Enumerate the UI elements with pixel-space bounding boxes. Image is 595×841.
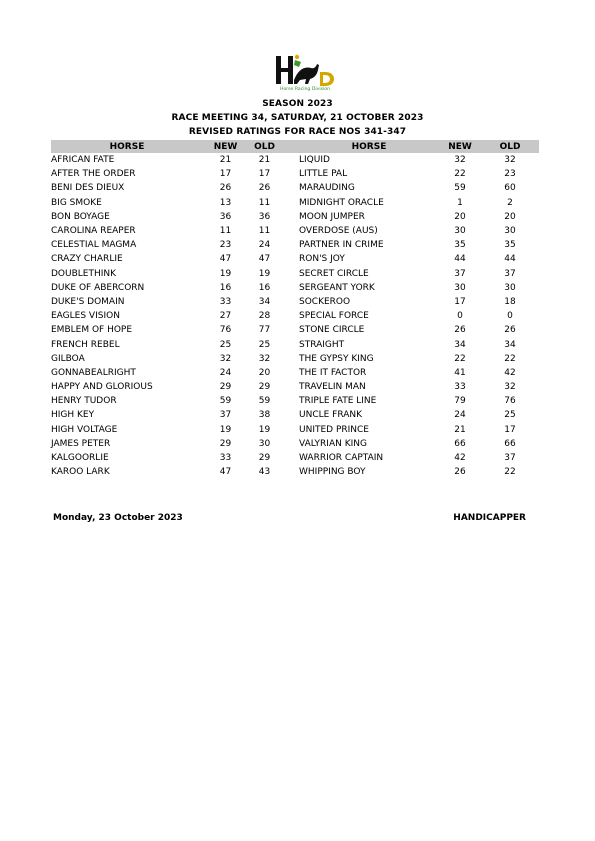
- horse-name: WARRIOR CAPTAIN: [299, 453, 384, 464]
- table-row: [51, 408, 539, 422]
- old-rating: 19: [258, 268, 271, 279]
- new-rating: 30: [454, 226, 466, 237]
- old-rating: 34: [504, 339, 516, 350]
- horse-name: MIDNIGHT ORACLE: [299, 197, 384, 208]
- old-rating: 24: [258, 240, 271, 251]
- horse-name: DOUBLETHINK: [51, 268, 117, 279]
- row-spacer: [281, 210, 299, 224]
- new-rating: 27: [219, 311, 232, 322]
- row-spacer: [281, 408, 299, 422]
- new-rating: 66: [454, 438, 466, 449]
- horse-name: MARAUDING: [299, 183, 355, 194]
- column-header-new: NEW: [203, 140, 248, 153]
- old-rating: 22: [504, 353, 516, 364]
- old-rating: 22: [504, 467, 516, 478]
- new-rating: 20: [454, 211, 466, 222]
- new-rating: 47: [219, 254, 232, 265]
- old-rating: 38: [258, 410, 271, 421]
- table-row: [51, 252, 539, 266]
- new-rating: 23: [219, 240, 232, 251]
- horse-name: STRAIGHT: [299, 339, 345, 350]
- table-row: [51, 281, 539, 295]
- old-rating: 28: [258, 311, 271, 322]
- table-row: [51, 437, 539, 451]
- horse-name: EMBLEM OF HOPE: [51, 325, 133, 336]
- new-rating: 1: [457, 197, 463, 208]
- table-header-row: [51, 140, 539, 153]
- row-spacer: [281, 238, 299, 252]
- horse-name: LITTLE PAL: [299, 169, 348, 180]
- row-spacer: [281, 437, 299, 451]
- column-header-old: OLD: [248, 140, 281, 153]
- new-rating: 42: [454, 453, 466, 464]
- new-rating: 35: [454, 240, 466, 251]
- new-rating: 33: [454, 382, 466, 393]
- horse-name: HAPPY AND GLORIOUS: [51, 382, 153, 393]
- old-rating: 26: [258, 183, 271, 194]
- horse-name: HIGH VOLTAGE: [51, 424, 118, 435]
- old-rating: 42: [504, 367, 516, 378]
- horse-name: UNITED PRINCE: [299, 424, 369, 435]
- old-rating: 17: [258, 169, 271, 180]
- row-spacer: [281, 352, 299, 366]
- horse-name: TRAVELIN MAN: [299, 382, 366, 393]
- row-spacer: [281, 196, 299, 210]
- row-spacer: [281, 465, 299, 479]
- horse-name: CAROLINA REAPER: [51, 226, 136, 237]
- old-rating: 32: [258, 353, 271, 364]
- old-rating: 16: [258, 282, 271, 293]
- footer-date: Monday, 23 October 2023: [53, 513, 183, 523]
- new-rating: 26: [219, 183, 232, 194]
- new-rating: 24: [454, 410, 466, 421]
- horse-name: CELESTIAL MAGMA: [51, 240, 137, 251]
- new-rating: 19: [219, 268, 232, 279]
- old-rating: 59: [258, 396, 271, 407]
- row-spacer: [281, 267, 299, 281]
- new-rating: 26: [454, 467, 466, 478]
- new-rating: 33: [219, 296, 232, 307]
- old-rating: 30: [504, 282, 516, 293]
- new-rating: 34: [454, 339, 466, 350]
- horse-name: MOON JUMPER: [299, 211, 365, 222]
- horse-name: SPECIAL FORCE: [299, 311, 369, 322]
- new-rating: 13: [219, 197, 232, 208]
- old-rating: 20: [258, 367, 271, 378]
- old-rating: 37: [504, 453, 516, 464]
- old-rating: 23: [504, 169, 516, 180]
- horse-name: DUKE OF ABERCORN: [51, 282, 145, 293]
- horse-name: GONNABEALRIGHT: [51, 367, 136, 378]
- new-rating: 32: [454, 155, 466, 166]
- old-rating: 60: [504, 183, 516, 194]
- old-rating: 47: [258, 254, 271, 265]
- row-spacer: [281, 451, 299, 465]
- horse-name: TRIPLE FATE LINE: [299, 396, 377, 407]
- horse-name: EAGLES VISION: [51, 311, 120, 322]
- horse-name: KALGOORLIE: [51, 453, 109, 464]
- table-row: [51, 167, 539, 181]
- old-rating: 35: [504, 240, 516, 251]
- new-rating: 47: [219, 467, 232, 478]
- new-rating: 79: [454, 396, 466, 407]
- new-rating: 21: [219, 155, 232, 166]
- row-spacer: [281, 380, 299, 394]
- table-row: [51, 267, 539, 281]
- table-row: [51, 465, 539, 479]
- new-rating: 29: [219, 438, 232, 449]
- new-rating: 11: [219, 226, 232, 237]
- table-row: [51, 451, 539, 465]
- footer-role: HANDICAPPER: [453, 513, 526, 523]
- old-rating: 0: [507, 311, 513, 322]
- old-rating: 76: [504, 396, 516, 407]
- column-header-horse-right: HORSE: [299, 140, 439, 153]
- column-header-old-right: OLD: [481, 140, 539, 153]
- old-rating: 66: [504, 438, 516, 449]
- old-rating: 26: [504, 325, 516, 336]
- horse-name: DUKE'S DOMAIN: [51, 296, 125, 307]
- new-rating: 19: [219, 424, 232, 435]
- table-row: [51, 323, 539, 337]
- old-rating: 11: [258, 226, 271, 237]
- new-rating: 25: [219, 339, 232, 350]
- old-rating: 2: [507, 197, 513, 208]
- old-rating: 25: [258, 339, 271, 350]
- old-rating: 36: [258, 211, 271, 222]
- old-rating: 44: [504, 254, 516, 265]
- table-row: [51, 423, 539, 437]
- new-rating: 22: [454, 353, 466, 364]
- horse-name: VALYRIAN KING: [299, 438, 367, 449]
- horse-name: AFRICAN FATE: [51, 155, 115, 166]
- new-rating: 16: [219, 282, 232, 293]
- horse-name: THE IT FACTOR: [299, 367, 367, 378]
- new-rating: 26: [454, 325, 466, 336]
- old-rating: 17: [504, 424, 516, 435]
- old-rating: 21: [258, 155, 271, 166]
- old-rating: 19: [258, 424, 271, 435]
- horse-name: THE GYPSY KING: [299, 353, 374, 364]
- row-spacer: [281, 153, 299, 167]
- new-rating: 44: [454, 254, 466, 265]
- horse-name: HIGH KEY: [51, 410, 95, 421]
- old-rating: 32: [504, 382, 516, 393]
- row-spacer: [281, 394, 299, 408]
- old-rating: 20: [504, 211, 516, 222]
- ratings-body: [51, 153, 539, 479]
- horse-name: BON BOYAGE: [51, 211, 110, 222]
- new-rating: 32: [219, 353, 232, 364]
- row-spacer: [281, 337, 299, 351]
- new-rating: 59: [219, 396, 232, 407]
- ratings-subtitle: REVISED RATINGS FOR RACE NOS 341-347: [188, 127, 407, 137]
- new-rating: 59: [454, 183, 466, 194]
- old-rating: 43: [258, 467, 271, 478]
- table-row: [51, 181, 539, 195]
- new-rating: 33: [219, 453, 232, 464]
- row-spacer: [281, 167, 299, 181]
- row-spacer: [281, 423, 299, 437]
- new-rating: 37: [454, 268, 466, 279]
- row-spacer: [281, 252, 299, 266]
- table-row: [51, 380, 539, 394]
- horse-name: AFTER THE ORDER: [51, 169, 136, 180]
- horse-name: RON'S JOY: [299, 254, 345, 265]
- horse-name: BENI DES DIEUX: [51, 183, 125, 194]
- table-row: [51, 309, 539, 323]
- horse-name: OVERDOSE (AUS): [299, 226, 378, 237]
- horse-name: PARTNER IN CRIME: [299, 240, 384, 251]
- old-rating: 18: [504, 296, 516, 307]
- horse-name: WHIPPING BOY: [299, 467, 366, 478]
- row-spacer: [281, 323, 299, 337]
- logo-caption: Horse Racing Division: [279, 87, 331, 92]
- old-rating: 29: [258, 382, 271, 393]
- new-rating: 17: [219, 169, 232, 180]
- horse-name: UNCLE FRANK: [299, 410, 363, 421]
- new-rating: 22: [454, 169, 466, 180]
- old-rating: 11: [258, 197, 271, 208]
- horse-name: SERGEANT YORK: [299, 282, 375, 293]
- row-spacer: [281, 281, 299, 295]
- old-rating: 25: [504, 410, 516, 421]
- new-rating: 37: [219, 410, 232, 421]
- table-row: [51, 153, 539, 167]
- table-row: [51, 366, 539, 380]
- table-row: [51, 210, 539, 224]
- ratings-table: [51, 140, 539, 479]
- horse-name: HENRY TUDOR: [51, 396, 117, 407]
- row-spacer: [281, 295, 299, 309]
- meeting-heading: RACE MEETING 34, SATURDAY, 21 OCTOBER 2023: [171, 113, 424, 123]
- old-rating: 29: [258, 453, 271, 464]
- row-spacer: [281, 224, 299, 238]
- column-spacer: [281, 140, 299, 153]
- table-row: [51, 352, 539, 366]
- new-rating: 21: [454, 424, 466, 435]
- row-spacer: [281, 309, 299, 323]
- season-heading: SEASON 2023: [262, 99, 333, 109]
- row-spacer: [281, 366, 299, 380]
- table-row: [51, 394, 539, 408]
- column-header-new-right: NEW: [439, 140, 481, 153]
- new-rating: 24: [219, 367, 232, 378]
- table-row: [51, 238, 539, 252]
- new-rating: 36: [219, 211, 232, 222]
- table-row: [51, 295, 539, 309]
- new-rating: 17: [454, 296, 466, 307]
- column-header-horse: HORSE: [51, 140, 203, 153]
- row-spacer: [281, 181, 299, 195]
- horse-name: LIQUID: [299, 155, 330, 166]
- old-rating: 32: [504, 155, 516, 166]
- table-row: [51, 224, 539, 238]
- horse-name: KAROO LARK: [51, 467, 110, 478]
- old-rating: 37: [504, 268, 516, 279]
- old-rating: 77: [258, 325, 271, 336]
- horse-name: SOCKEROO: [299, 296, 351, 307]
- old-rating: 34: [258, 296, 271, 307]
- horse-name: STONE CIRCLE: [299, 325, 365, 336]
- horse-name: GILBOA: [51, 353, 85, 364]
- horse-name: BIG SMOKE: [51, 197, 102, 208]
- horse-name: JAMES PETER: [51, 438, 111, 449]
- old-rating: 30: [258, 438, 271, 449]
- horse-name: SECRET CIRCLE: [299, 268, 369, 279]
- table-row: [51, 337, 539, 351]
- table-row: [51, 196, 539, 210]
- new-rating: 76: [219, 325, 232, 336]
- horse-name: FRENCH REBEL: [51, 339, 120, 350]
- new-rating: 29: [219, 382, 232, 393]
- new-rating: 0: [457, 311, 463, 322]
- old-rating: 30: [504, 226, 516, 237]
- horse-name: CRAZY CHARLIE: [51, 254, 123, 265]
- new-rating: 41: [454, 367, 466, 378]
- new-rating: 30: [454, 282, 466, 293]
